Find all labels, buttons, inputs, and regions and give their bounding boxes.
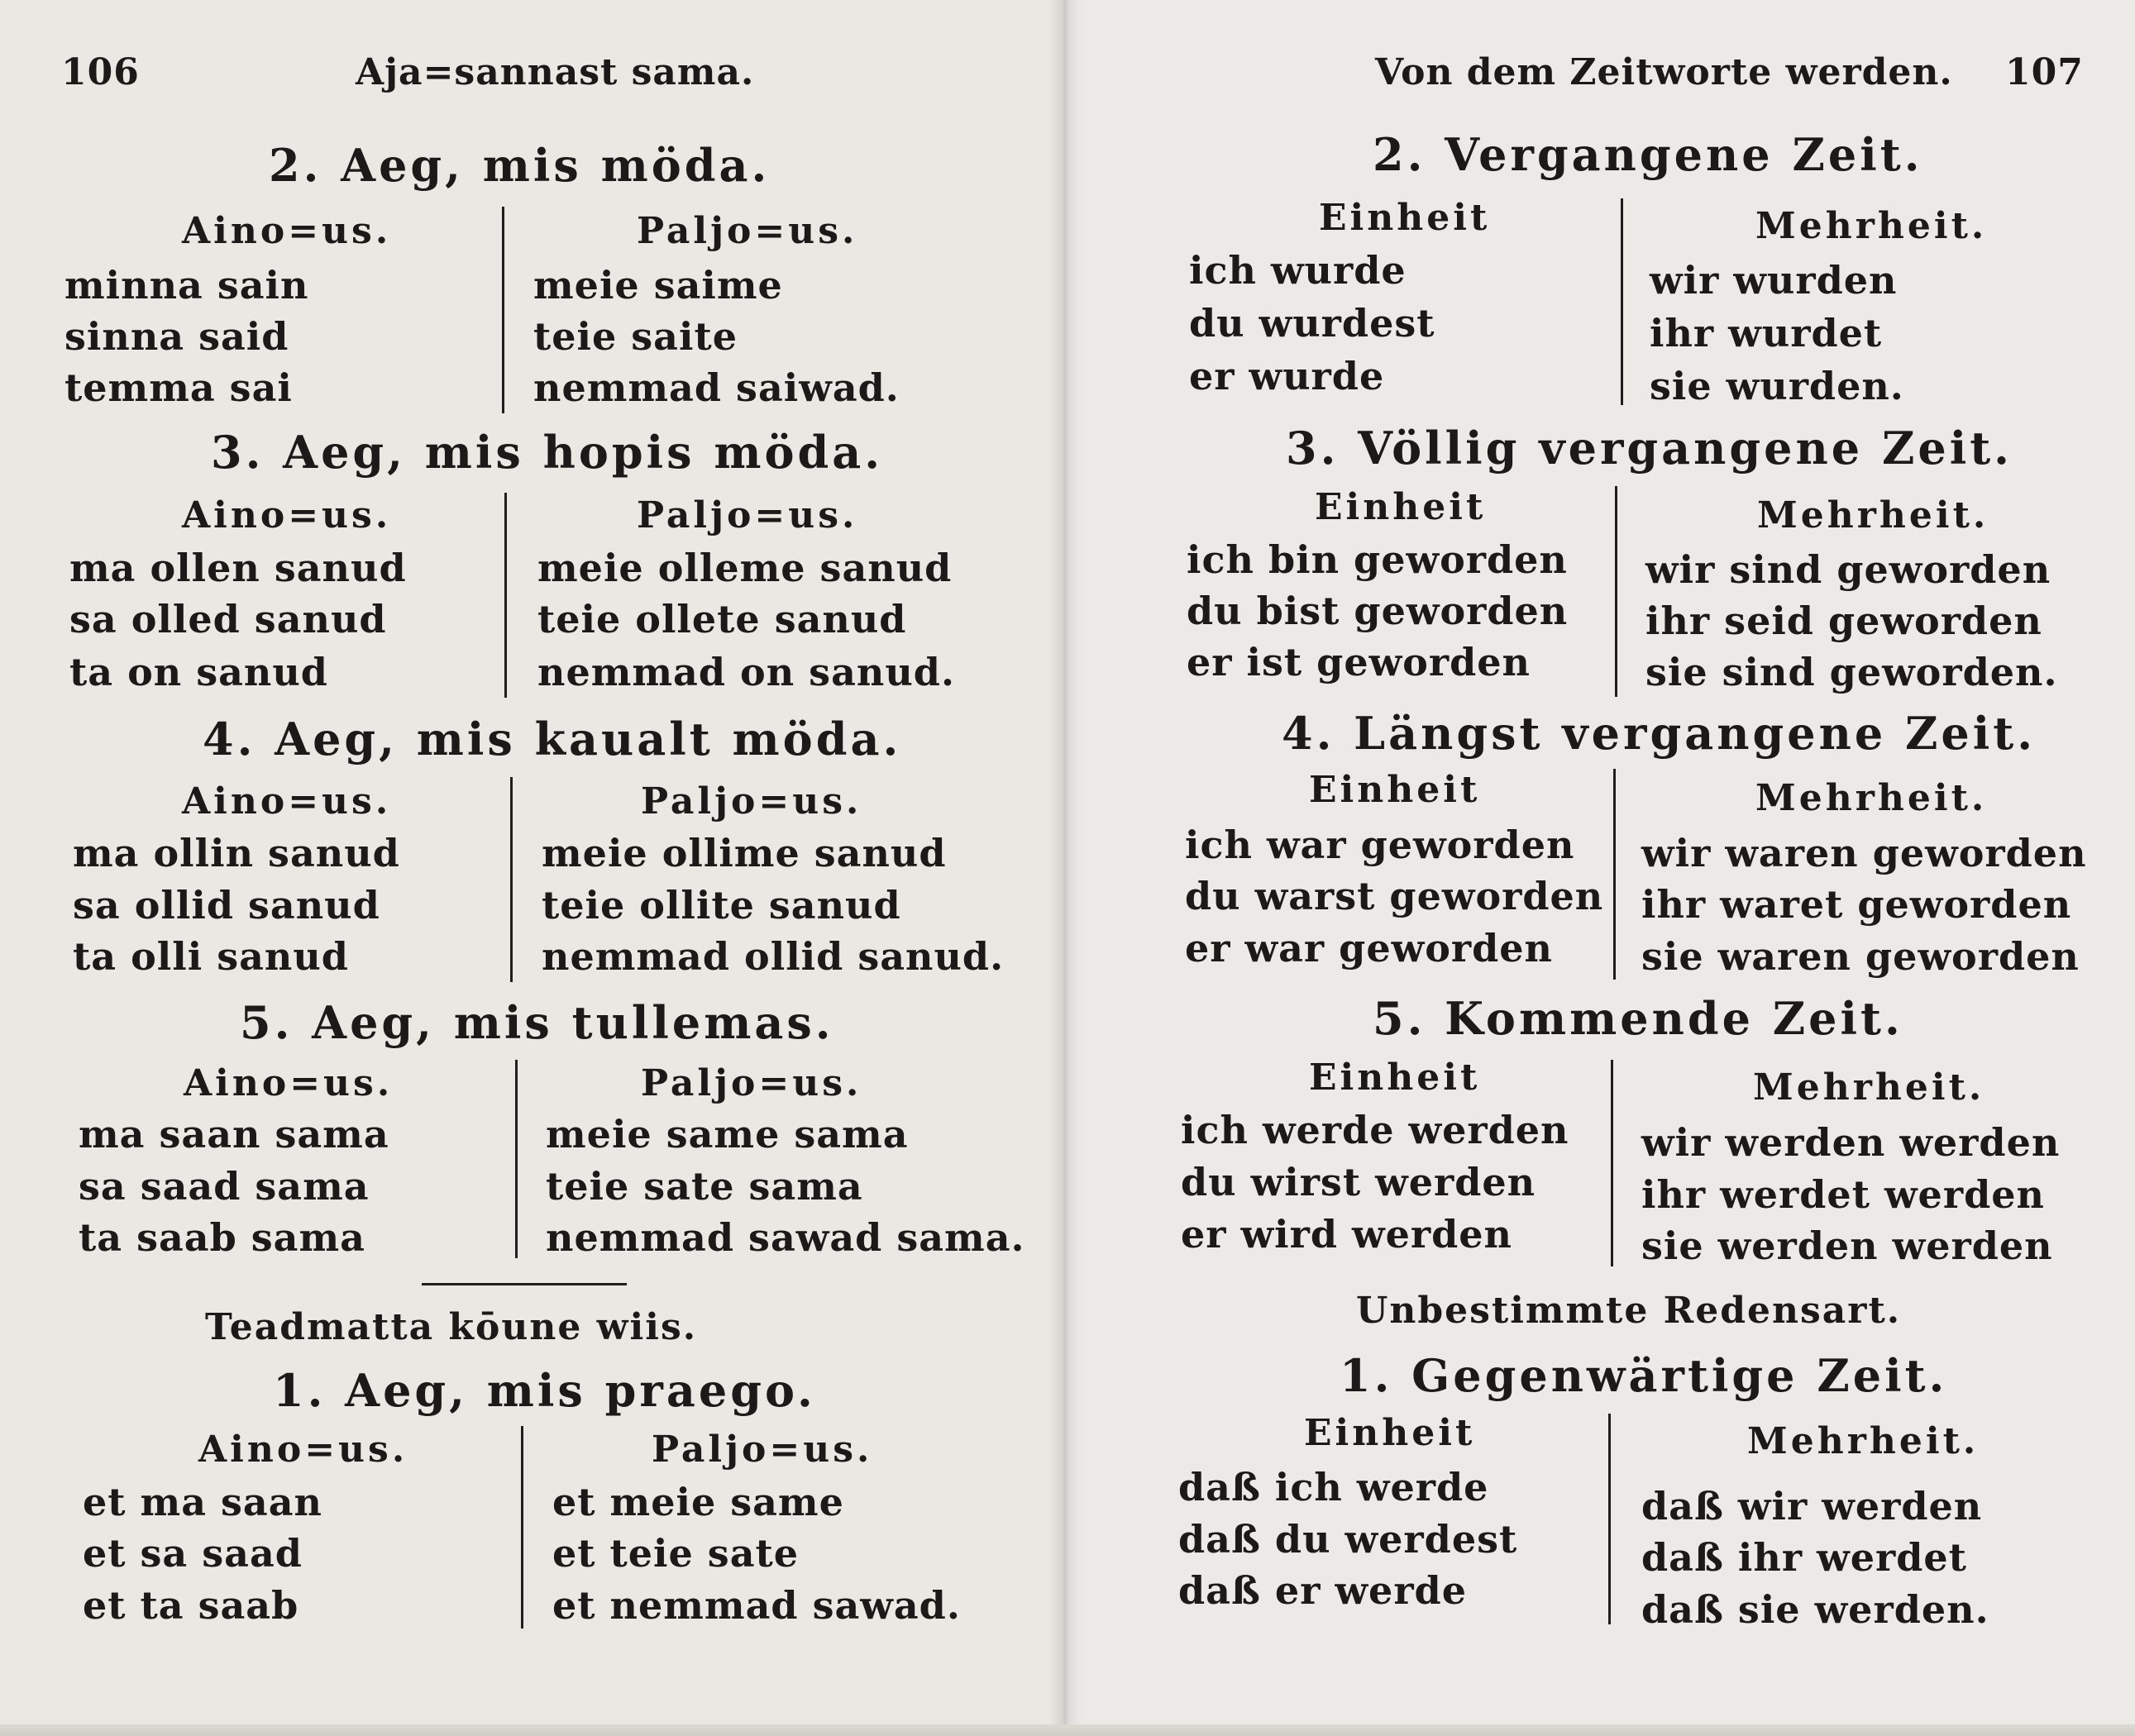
form-plural: daß sie werden. — [1641, 1587, 1989, 1632]
form-singular: ich war geworden — [1185, 823, 1575, 867]
form-singular: sa saad sama — [79, 1164, 370, 1209]
form-plural: meie ollime sanud — [542, 831, 947, 875]
form-plural: et teie sate — [552, 1531, 800, 1576]
form-plural: teie saite — [533, 314, 738, 359]
form-singular: daß du werdest — [1178, 1517, 1518, 1562]
column-header-plural: Paljo=us. — [652, 1428, 873, 1471]
form-singular: temma sai — [64, 365, 293, 410]
column-header-plural: Paljo=us. — [641, 1062, 862, 1104]
form-plural: nemmad sawad sama. — [546, 1215, 1025, 1260]
form-plural: ihr waret geworden — [1641, 882, 2072, 927]
form-plural: nemmad ollid sanud. — [542, 934, 1005, 979]
column-header-plural: Mehrheit. — [1755, 777, 1988, 819]
section-heading: 4. Aeg, mis kaualt möda. — [203, 713, 902, 765]
section-heading: 1. Aeg, mis praego. — [273, 1364, 816, 1417]
section-heading: 1. Gegenwärtige Zeit. — [1340, 1349, 1948, 1402]
book-gutter — [1048, 0, 1082, 1736]
form-singular: ta on sanud — [69, 650, 328, 694]
column-header-plural: Mehrheit. — [1747, 1420, 1980, 1462]
column-header-singular: Aino=us. — [182, 494, 392, 537]
page-number: 106 — [61, 51, 140, 93]
column-header-singular: Aino=us. — [182, 210, 392, 252]
column-header-singular: Aino=us. — [198, 1428, 408, 1471]
section-heading: 2. Vergangene Zeit. — [1373, 128, 1923, 181]
column-header-singular: Einheit — [1304, 1412, 1476, 1454]
column-header-plural: Paljo=us. — [637, 494, 858, 537]
form-singular: et ta saab — [83, 1583, 299, 1628]
form-plural: wir sind geworden — [1645, 547, 2051, 592]
form-plural: sie wurden. — [1650, 364, 1904, 408]
form-singular: ta saab sama — [79, 1215, 365, 1260]
form-plural: ihr wurdet — [1650, 311, 1883, 355]
column-header-singular: Aino=us. — [182, 780, 392, 823]
form-plural: teie ollete sanud — [537, 597, 907, 641]
form-singular: ma saan sama — [79, 1112, 389, 1157]
left-page — [0, 0, 1063, 1736]
form-singular: ich bin geworden — [1187, 537, 1568, 582]
column-header-singular: Einheit — [1309, 1056, 1481, 1099]
section-heading: 4. Längst vergangene Zeit. — [1282, 707, 2037, 760]
column-header-plural: Mehrheit. — [1757, 494, 1989, 537]
form-singular: sinna said — [64, 314, 289, 359]
form-singular: et ma saan — [83, 1480, 322, 1524]
form-singular: du wirst werden — [1181, 1160, 1536, 1204]
form-plural: daß ihr werdet — [1641, 1535, 1967, 1580]
form-plural: meie olleme sanud — [537, 546, 953, 590]
section-rule — [422, 1283, 627, 1285]
form-singular: er wird werden — [1181, 1212, 1512, 1257]
column-divider — [504, 493, 507, 698]
section-heading: 5. Kommende Zeit. — [1373, 992, 1903, 1045]
form-plural: teie sate sama — [546, 1164, 863, 1209]
form-plural: et meie same — [552, 1480, 844, 1524]
form-plural: ihr seid geworden — [1645, 599, 2042, 643]
form-plural: meie same sama — [546, 1112, 909, 1157]
column-divider — [521, 1426, 523, 1629]
section-heading: 2. Aeg, mis möda. — [269, 139, 771, 192]
form-singular: sa olled sanud — [69, 597, 387, 641]
column-divider — [502, 207, 504, 413]
column-header-plural: Paljo=us. — [641, 780, 862, 823]
form-singular: du bist geworden — [1187, 589, 1569, 633]
column-divider — [515, 1060, 518, 1258]
form-singular: sa ollid sanud — [73, 883, 380, 928]
column-divider — [510, 777, 513, 982]
column-header-plural: Mehrheit. — [1753, 1066, 1985, 1109]
column-header-singular: Einheit — [1309, 769, 1481, 811]
form-singular: ta olli sanud — [73, 934, 349, 979]
column-header-singular: Aino=us. — [184, 1062, 394, 1104]
form-singular: er wurde — [1189, 354, 1385, 398]
form-plural: wir wurden — [1650, 258, 1898, 303]
form-plural: wir werden werden — [1641, 1120, 2061, 1165]
column-divider — [1621, 198, 1623, 405]
column-header-plural: Paljo=us. — [637, 210, 858, 252]
column-divider — [1611, 1060, 1613, 1266]
form-singular: du wurdest — [1189, 301, 1435, 346]
running-head: Aja=sannast sama. — [356, 51, 755, 93]
form-plural: daß wir werden — [1641, 1484, 1983, 1529]
mood-subtitle: Teadmatta kōune wiis. — [205, 1306, 698, 1348]
form-singular: du warst geworden — [1185, 874, 1604, 918]
form-plural: meie saime — [533, 263, 783, 308]
column-header-plural: Mehrheit. — [1755, 205, 1988, 247]
form-singular: daß ich werde — [1178, 1465, 1489, 1509]
form-plural: wir waren geworden — [1641, 831, 2087, 875]
column-header-singular: Einheit — [1319, 197, 1491, 239]
section-heading: 3. Völlig vergangene Zeit. — [1286, 422, 2013, 475]
form-plural: sie waren geworden — [1641, 934, 2080, 979]
form-singular: er war geworden — [1185, 926, 1553, 971]
mood-subtitle: Unbestimmte Redensart. — [1356, 1290, 1902, 1332]
form-plural: nemmad saiwad. — [533, 365, 900, 410]
section-heading: 3. Aeg, mis hopis möda. — [211, 426, 884, 479]
form-plural: et nemmad sawad. — [552, 1583, 961, 1628]
running-head: Von dem Zeitworte werden. — [1375, 51, 1953, 93]
form-plural: sie werden werden — [1641, 1223, 2053, 1268]
form-singular: er ist geworden — [1187, 640, 1531, 684]
right-page — [1063, 0, 2135, 1736]
section-heading: 5. Aeg, mis tullemas. — [240, 996, 834, 1049]
column-divider — [1613, 769, 1616, 980]
form-plural: sie sind geworden. — [1645, 650, 2058, 694]
page-number: 107 — [2005, 51, 2084, 93]
column-divider — [1608, 1414, 1611, 1624]
form-plural: ihr werdet werden — [1641, 1172, 2045, 1217]
form-singular: ich wurde — [1189, 248, 1407, 293]
form-plural: teie ollite sanud — [542, 883, 901, 928]
form-singular: daß er werde — [1178, 1568, 1467, 1613]
form-singular: ma ollen sanud — [69, 546, 407, 590]
column-header-singular: Einheit — [1315, 486, 1487, 528]
form-singular: ich werde werden — [1181, 1108, 1569, 1152]
form-singular: et sa saad — [83, 1531, 303, 1576]
form-singular: ma ollin sanud — [73, 831, 400, 875]
form-plural: nemmad on sanud. — [537, 650, 955, 694]
column-divider — [1615, 486, 1617, 697]
form-singular: minna sain — [64, 263, 309, 308]
page-bottom-edge — [0, 1724, 2135, 1736]
